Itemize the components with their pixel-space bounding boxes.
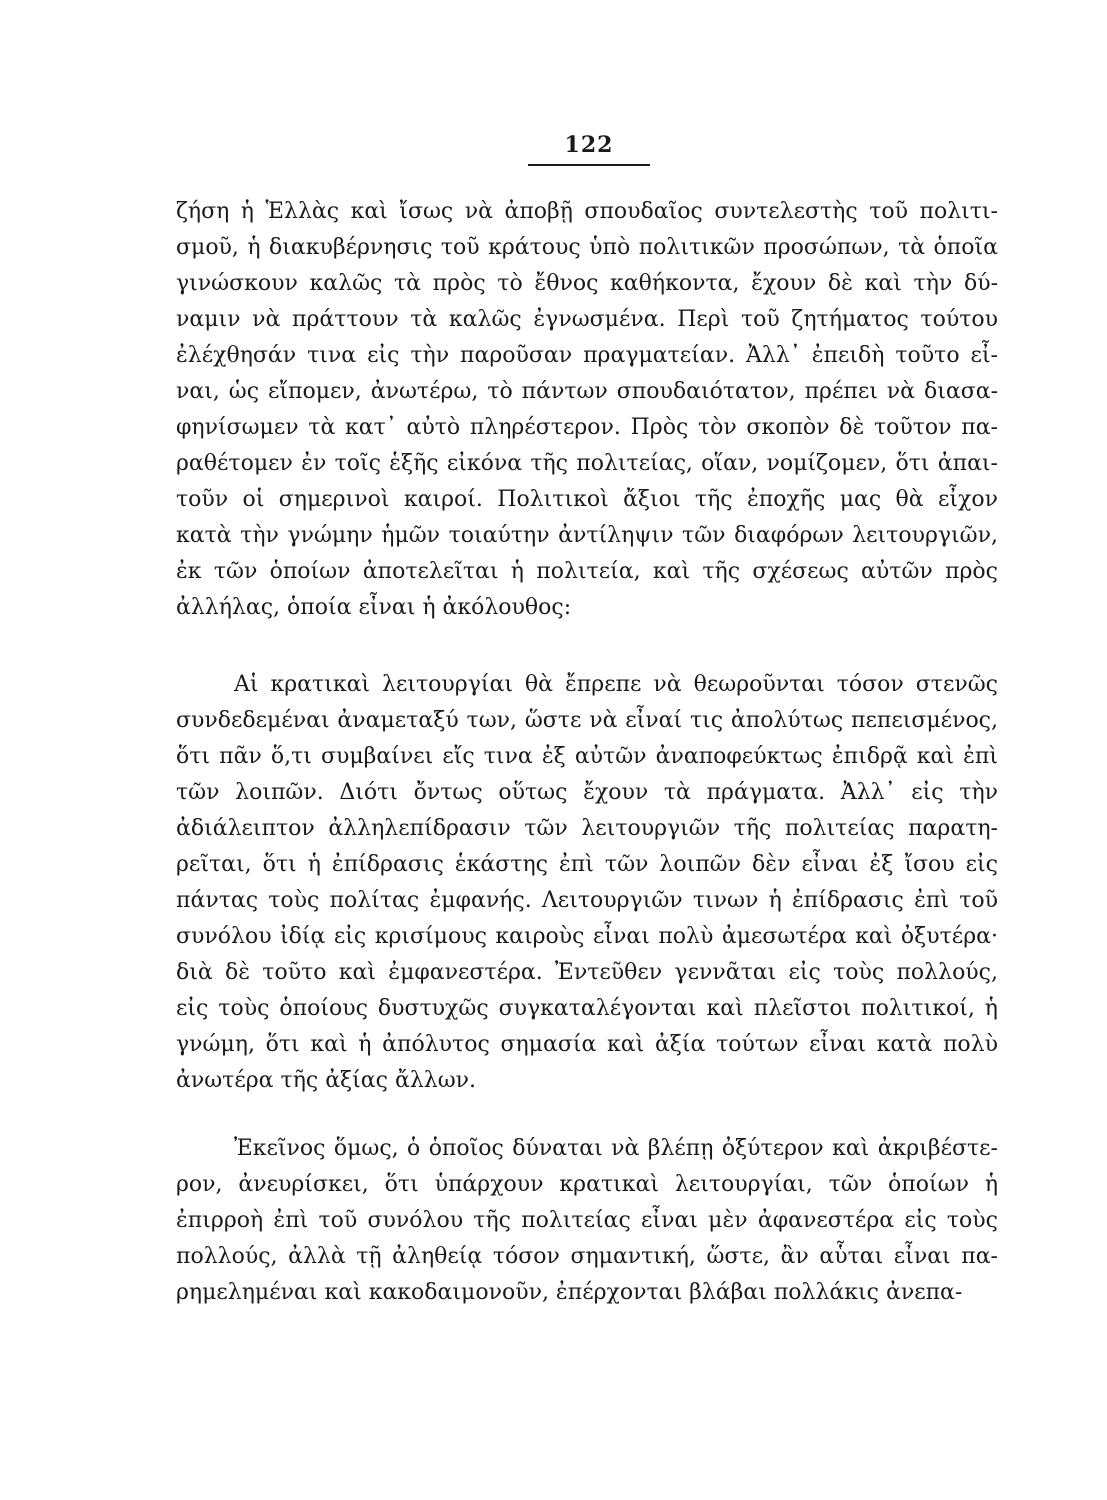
text-line: τοῦν οἱ σημερινοὶ καιροί. Πολιτικοὶ ἄξιοι τῆς ἐποχῆς μας θὰ εἶχον: [176, 487, 998, 512]
text-line: ρον, ἀνευρίσκει, ὅτι ὑπάρχουν κρατικαὶ λειτουργίαι, τῶν ὁποίων ἡ: [176, 1172, 998, 1197]
paragraph-3: [176, 1131, 998, 1311]
paragraph-2: [176, 667, 998, 1099]
text-line: σμοῦ, ἡ διακυβέρνησις τοῦ κράτους ὑπὸ πολιτικῶν προσώπων, τὰ ὁποῖα: [176, 235, 998, 260]
text-line: ρημελημέναι καὶ κακοδαιμονοῦν, ἐπέρχονται βλάβαι πολλάκις ἀνεπα-: [176, 1280, 963, 1305]
text-line: ρεῖται, ὅτι ἡ ἐπίδρασις ἑκάστης ἐπὶ τῶν λοιπῶν δὲν εἶναι ἐξ ἴσου εἰς: [176, 852, 998, 877]
text-line: ἀνωτέρα τῆς ἀξίας ἄλλων.: [176, 1068, 477, 1093]
page-number: 122: [564, 132, 614, 158]
text-line: ἀδιάλειπτον ἀλληλεπίδρασιν τῶν λειτουργιῶν τῆς πολιτείας παρατη-: [176, 816, 998, 841]
text-line: Αἱ κρατικαὶ λειτουργίαι θὰ ἔπρεπε νὰ θεωροῦνται τόσον στενῶς: [234, 672, 998, 697]
text-line: ζήση ἡ Ἑλλὰς καὶ ἴσως νὰ ἀποβῇ σπουδαῖος συντελεστὴς τοῦ πολιτι-: [176, 199, 998, 224]
text-line: ἐκ τῶν ὁποίων ἀποτελεῖται ἡ πολιτεία, καὶ τῆς σχέσεως αὐτῶν πρὸς: [176, 559, 998, 584]
page-number-rule: [528, 164, 650, 166]
text-line: ναι, ὡς εἴπομεν, ἀνωτέρω, τὸ πάντων σπουδαιότατον, πρέπει νὰ διασα-: [176, 379, 998, 404]
text-line: πολλούς, ἀλλὰ τῇ ἀληθείᾳ τόσον σημαντική, ὥστε, ἂν αὗται εἶναι πα-: [176, 1244, 998, 1269]
text-line: ὅτι πᾶν ὅ,τι συμβαίνει εἴς τινα ἐξ αὐτῶν ἀναποφεύκτως ἐπιδρᾷ καὶ ἐπὶ: [176, 744, 998, 769]
text-line: φηνίσωμεν τὰ κατ᾽ αὐτὸ πληρέστερον. Πρὸς τὸν σκοπὸν δὲ τοῦτον πα-: [176, 415, 998, 440]
text-line: ἀλλήλας, ὁποία εἶναι ἡ ἀκόλουθος:: [176, 595, 572, 620]
text-line: διὰ δὲ τοῦτο καὶ ἐμφανεστέρα. Ἐντεῦθεν γεννᾶται εἰς τοὺς πολλούς,: [176, 960, 998, 985]
text-line: ἐπιρροὴ ἐπὶ τοῦ συνόλου τῆς πολιτείας εἶναι μὲν ἀφανεστέρα εἰς τοὺς: [176, 1208, 998, 1233]
text-line: συνδεδεμέναι ἀναμεταξύ των, ὥστε νὰ εἶναί τις ἀπολύτως πεπεισμένος,: [176, 708, 998, 733]
text-line: ναμιν νὰ πράττουν τὰ καλῶς ἐγνωσμένα. Περὶ τοῦ ζητήματος τούτου: [176, 307, 998, 332]
text-line: πάντας τοὺς πολίτας ἐμφανής. Λειτουργιῶν τινων ἡ ἐπίδρασις ἐπὶ τοῦ: [176, 888, 998, 913]
text-line: κατὰ τὴν γνώμην ἡμῶν τοιαύτην ἀντίληψιν τῶν διαφόρων λειτουργιῶν,: [176, 523, 998, 548]
text-line: τῶν λοιπῶν. Διότι ὄντως οὕτως ἔχουν τὰ πράγματα. Ἀλλ᾽ εἰς τὴν: [176, 780, 998, 805]
text-line: γινώσκουν καλῶς τὰ πρὸς τὸ ἔθνος καθήκοντα, ἔχουν δὲ καὶ τὴν δύ-: [176, 271, 998, 296]
text-line: εἰς τοὺς ὁποίους δυστυχῶς συγκαταλέγονται καὶ πλεῖστοι πολιτικοί, ἡ: [176, 996, 998, 1021]
text-line: γνώμη, ὅτι καὶ ἡ ἀπόλυτος σημασία καὶ ἀξία τούτων εἶναι κατὰ πολὺ: [176, 1032, 998, 1057]
text-line: Ἐκεῖνος ὅμως, ὁ ὁποῖος δύναται νὰ βλέπῃ ὀξύτερον καὶ ἀκριβέστε-: [234, 1136, 998, 1161]
paragraph-1: [176, 194, 998, 626]
text-line: ραθέτομεν ἐν τοῖς ἑξῆς εἰκόνα τῆς πολιτείας, οἵαν, νομίζομεν, ὅτι ἀπαι-: [176, 451, 998, 476]
text-line: συνόλου ἰδίᾳ εἰς κρισίμους καιροὺς εἶναι πολὺ ἀμεσωτέρα καὶ ὀξυτέρα·: [176, 924, 998, 949]
text-line: ἐλέχθησάν τινα εἰς τὴν παροῦσαν πραγματείαν. Ἀλλ᾽ ἐπειδὴ τοῦτο εἶ-: [176, 343, 998, 368]
